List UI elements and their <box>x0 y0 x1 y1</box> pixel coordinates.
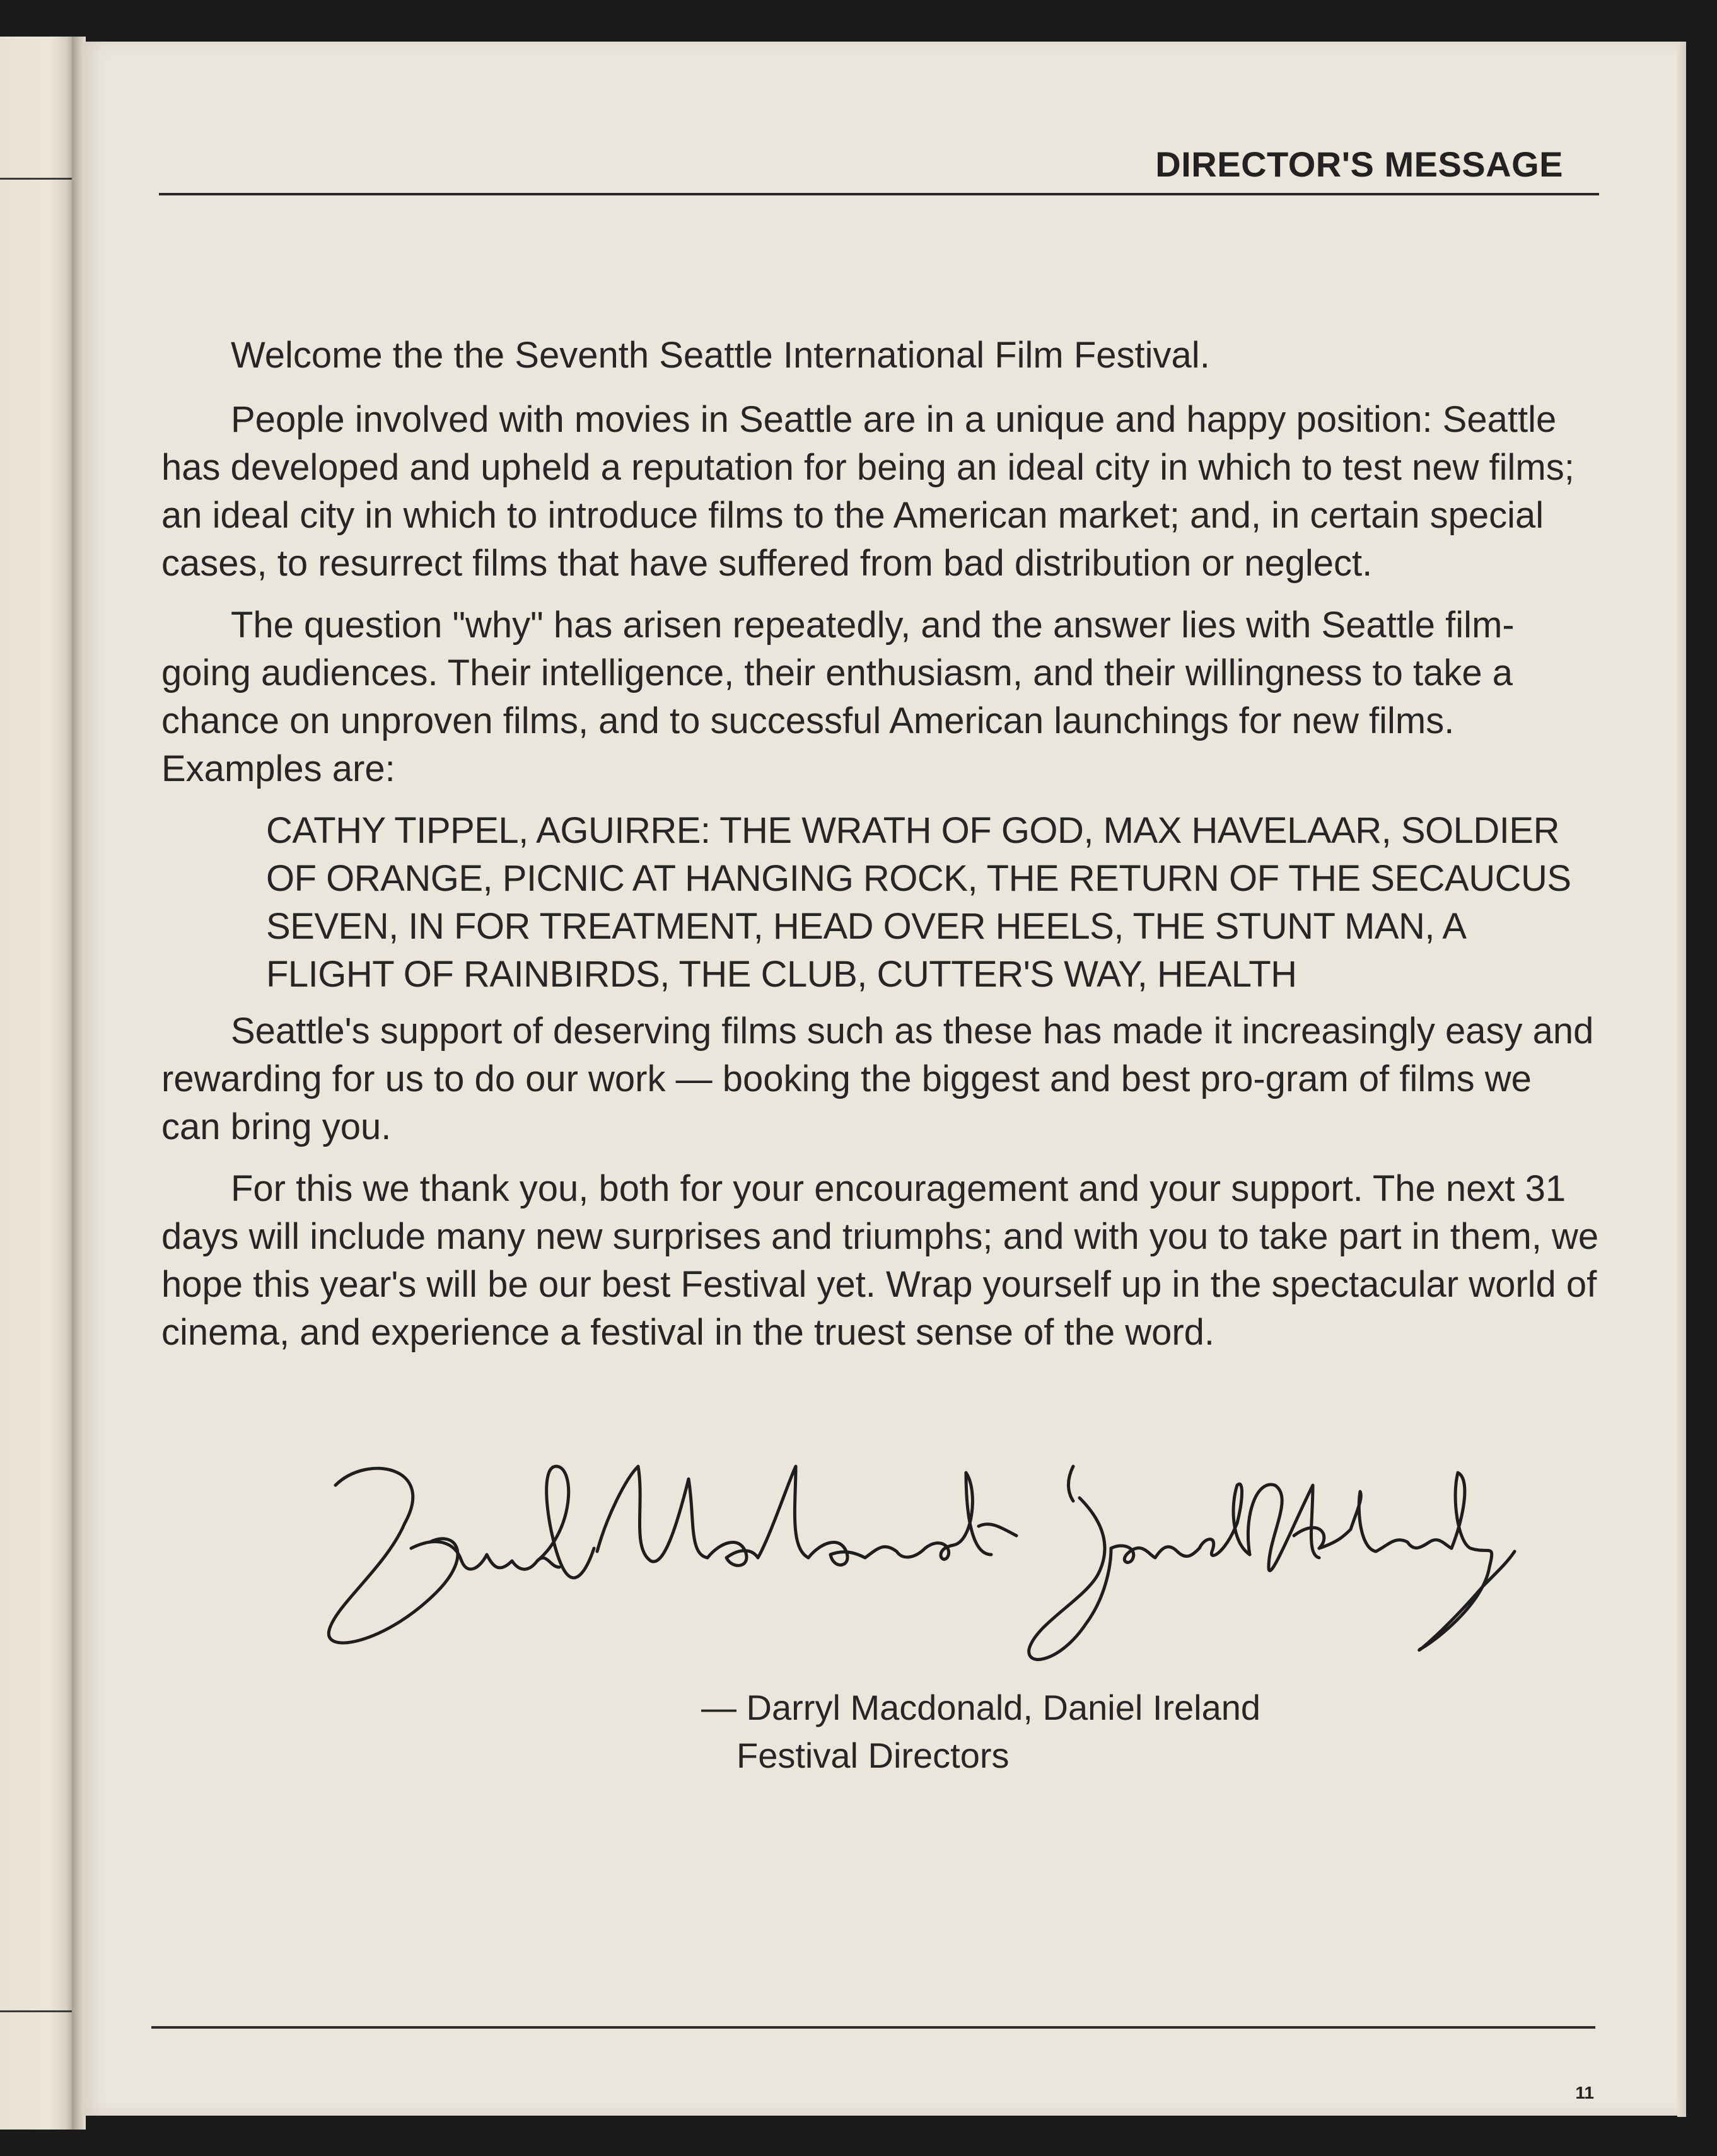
magazine-page <box>83 42 1685 2116</box>
film-examples-list: CATHY TIPPEL, AGUIRRE: THE WRATH OF GOD, MAX HAVELAAR, SOLDIER OF ORANGE, PICNIC AT HANGING ROCK, THE RETURN OF THE SECAUCUS SEVEN, IN FOR TREATMENT, HEAD OVER HEELS, THE STUNT MAN, A FLIGHT OF RAINBIRDS, THE CLUB, CUTTER'S WAY, HEALTH <box>266 810 1571 995</box>
attribution-role: Festival Directors <box>736 1736 1010 1775</box>
section-title: DIRECTOR'S MESSAGE <box>1155 144 1563 184</box>
facing-page-edge <box>0 37 72 2130</box>
paragraph-question-why: The question "why" has arisen repeatedly, and the answer lies with Seattle film-going audiences. Their intelligence, their enthusiasm, and their willingness to take a chance on unproven films, and to successful American launchings for new films. Examples are: <box>161 605 1515 789</box>
signature-attribution <box>701 1684 1260 1780</box>
paragraph-welcome: Welcome the the Seventh Seattle International Film Festival. <box>231 335 1210 376</box>
attribution-names: — Darryl Macdonald, Daniel Ireland <box>701 1688 1261 1727</box>
page-right-edge <box>1677 42 1686 2117</box>
directors-signature <box>310 1441 1559 1681</box>
paragraph-support: Seattle's support of deserving films such as these has made it increasingly easy and rewarding for us to do our work — booking the biggest and best pro-gram of films we can bring you. <box>161 1011 1594 1147</box>
footer-rule <box>151 2026 1595 2029</box>
facing-page-rule-bottom <box>0 2010 72 2012</box>
facing-page-rule-top <box>0 178 72 180</box>
header-rule <box>159 193 1599 195</box>
page-number: 11 <box>1575 2083 1594 2102</box>
paragraph-seattle-position: People involved with movies in Seattle are in a unique and happy position: Seattle has developed and upheld a reputation for being an ideal city in which to test new films; an ideal city in which to introduce films to the American market; and, in certain special cases, to resurrect films that have suffered from bad distribution or neglect. <box>161 399 1574 584</box>
message-body <box>161 332 1599 1371</box>
paragraph-thanks: For this we thank you, both for your encouragement and your support. The next 31 days will include many new surprises and triumphs; and with you to take part in them, we hope this year's will be our best Festival yet. Wrap yourself up in the spectacular world of cinema, and experience a festival in the truest sense of the word. <box>161 1168 1599 1353</box>
